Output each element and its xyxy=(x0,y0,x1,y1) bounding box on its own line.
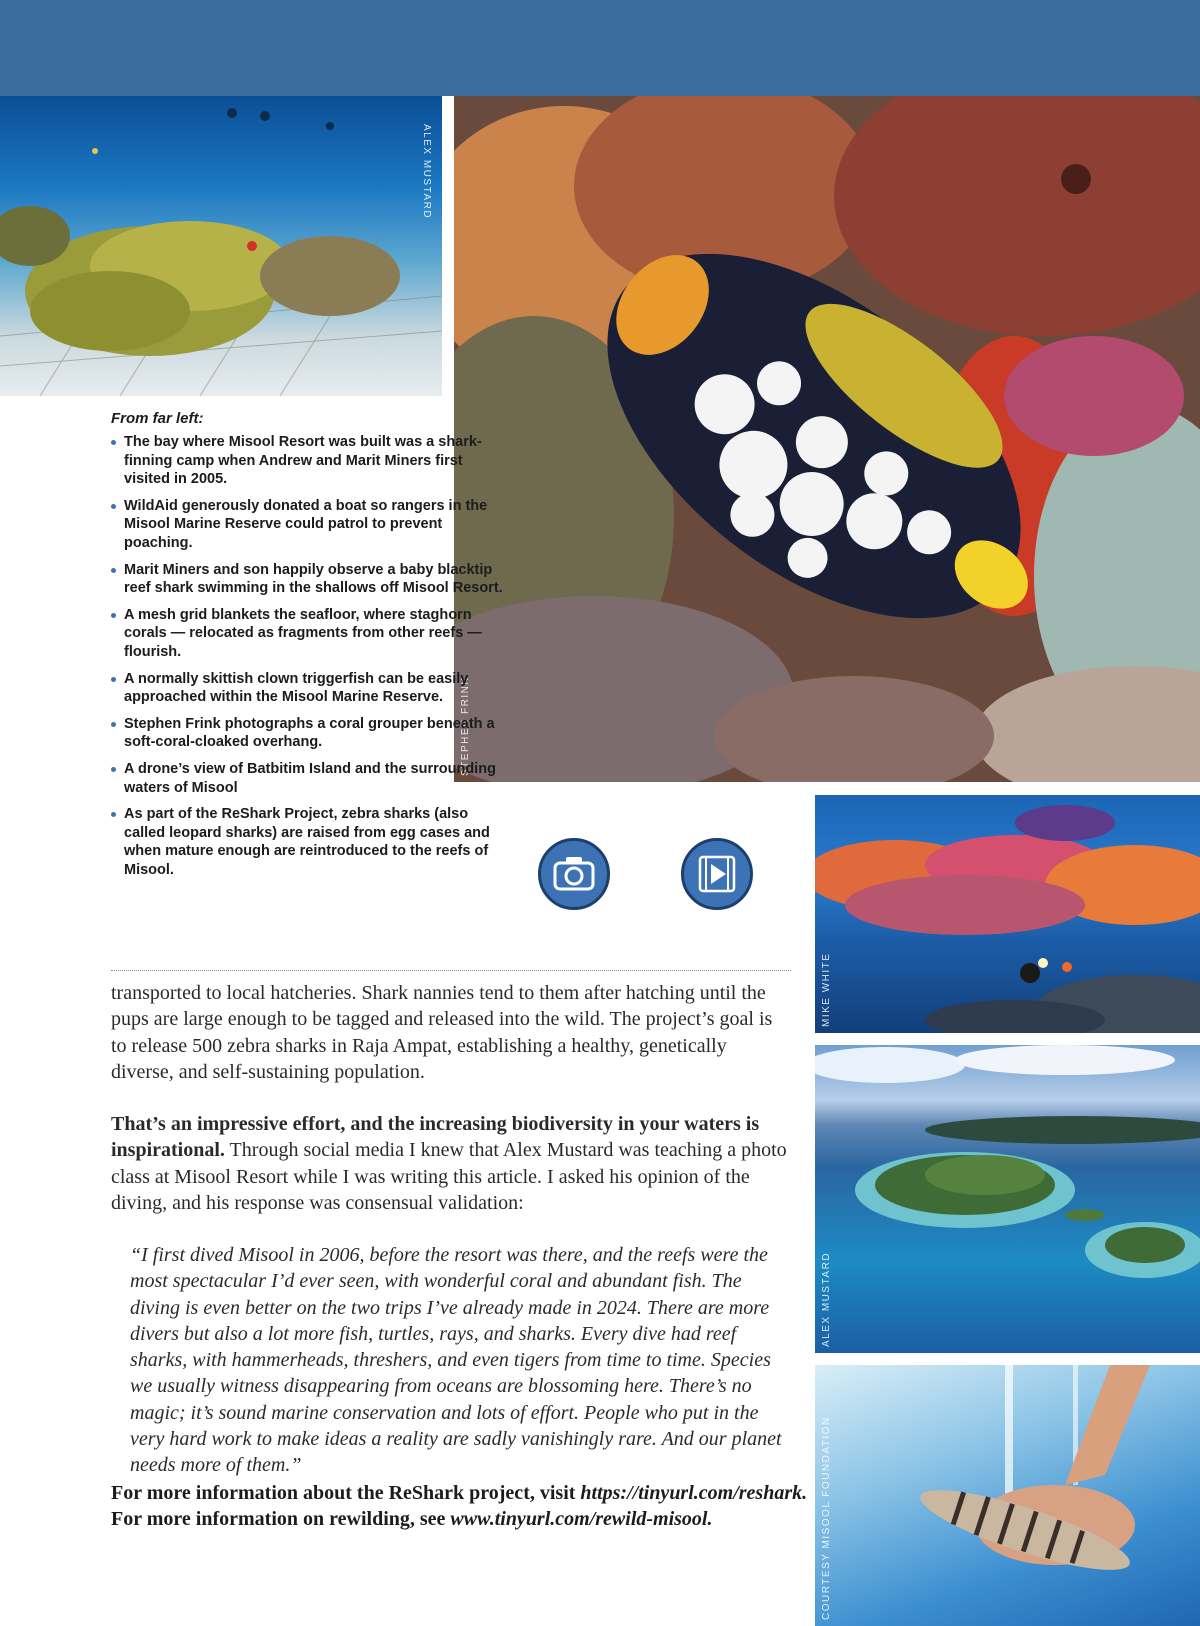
interview-answer: Through social media I knew that Alex Mustard was teaching a photo class at Misool Resort while I was writing this article. I asked his opinion of the diving, and his response was consensual validation: xyxy=(111,1139,787,1214)
photo-credit: ALEX MUSTARD xyxy=(421,124,432,220)
caption-item: Marit Miners and son happily observe a baby blacktip reef shark swimming in the shallows off Misool Resort. xyxy=(111,561,511,598)
info-text: For more information on rewilding, see xyxy=(111,1508,451,1531)
header-band xyxy=(0,0,1200,96)
caption-item: A normally skittish clown triggerfish can be easily approached within the Misool Marine Reserve. xyxy=(111,670,511,707)
caption-list xyxy=(111,433,511,879)
reshark-link[interactable]: https://tinyurl.com/reshark. xyxy=(580,1482,808,1504)
photo-staghorn-coral xyxy=(0,96,442,396)
overhang-illustration xyxy=(815,795,1200,1033)
staghorn-coral-illustration xyxy=(0,96,442,396)
caption-item: A mesh grid blankets the seafloor, where staghorn corals — relocated as fragments from other reefs — flourish. xyxy=(111,606,511,662)
pull-quote: “I first dived Misool in 2006, before the resort was there, and the reefs were the most spectacular I’d ever seen, with wonderful coral and abundant fish. The diving is even better on the two trips I’ve already made in 2024. There are more divers but also a lot more fish, turtles, rays, and sharks. Every dive had reef sharks, with hammerheads, threshers, and even tigers from time to time. Species we usually witness disappearing from oceans are blossoming here. There’s no magic; it’s sound marine conservation and lots of effort. People who put in the very hard work to make ideas a reality are sadly vanishingly rare. And our planet needs more of them.” xyxy=(130,1244,782,1477)
photo-captions xyxy=(111,410,511,887)
more-information xyxy=(111,1480,811,1533)
photo-clown-triggerfish xyxy=(454,96,1200,782)
article-paragraph xyxy=(111,1111,791,1216)
photo-gallery-button[interactable] xyxy=(538,838,610,910)
caption-item: A drone’s view of Batbitim Island and the surrounding waters of Misool xyxy=(111,760,511,797)
video-play-icon xyxy=(684,841,750,907)
photo-credit: ALEX MUSTARD xyxy=(821,1251,832,1347)
interview-question: That’s an impressive effort, and the increasing biodiversity in your waters is inspirational. xyxy=(111,1113,760,1162)
island-illustration xyxy=(815,1045,1200,1353)
photo-zebra-shark-pup xyxy=(815,1365,1200,1626)
video-play-button[interactable] xyxy=(681,838,753,910)
rewild-info-line xyxy=(111,1506,811,1532)
caption-item: The bay where Misool Resort was built was a shark-finning camp when Andrew and Marit Miners first visited in 2005. xyxy=(111,433,511,489)
caption-item: WildAid generously donated a boat so rangers in the Misool Marine Reserve could patrol to prevent poaching. xyxy=(111,497,511,553)
caption-item: Stephen Frink photographs a coral grouper beneath a soft-coral-cloaked overhang. xyxy=(111,715,511,752)
zebra-shark-illustration xyxy=(815,1365,1200,1626)
rewild-link[interactable]: www.tinyurl.com/rewild-misool. xyxy=(450,1508,713,1531)
photo-batbitim-island xyxy=(815,1045,1200,1353)
photo-credit: COURTESY MISOOL FOUNDATION xyxy=(821,1416,832,1620)
caption-item: As part of the ReShark Project, zebra sharks (also called leopard sharks) are raised from egg cases and when mature enough are reintroduced to the reefs of Misool. xyxy=(111,805,511,879)
article-paragraph-text: transported to local hatcheries. Shark nannies tend to them after hatching until the pups are large enough to be tagged and released into the wild. The project’s goal is to release 500 zebra sharks in Raja Ampat, establishing a healthy, genetically diverse, and self-sustaining population. xyxy=(111,982,773,1083)
photo-credit: STEPHEN FRINK xyxy=(460,676,471,776)
photo-credit: MIKE WHITE xyxy=(821,952,832,1027)
article-paragraph-text xyxy=(111,1111,791,1216)
caption-heading: From far left: xyxy=(111,410,204,427)
reshark-info-line xyxy=(111,1480,811,1506)
info-text: For more information about the ReShark project, visit xyxy=(111,1482,581,1504)
article-paragraph xyxy=(111,980,791,1085)
section-divider xyxy=(111,970,791,971)
camera-icon xyxy=(541,841,607,907)
photo-soft-coral-overhang xyxy=(815,795,1200,1033)
triggerfish-illustration xyxy=(454,96,1200,782)
